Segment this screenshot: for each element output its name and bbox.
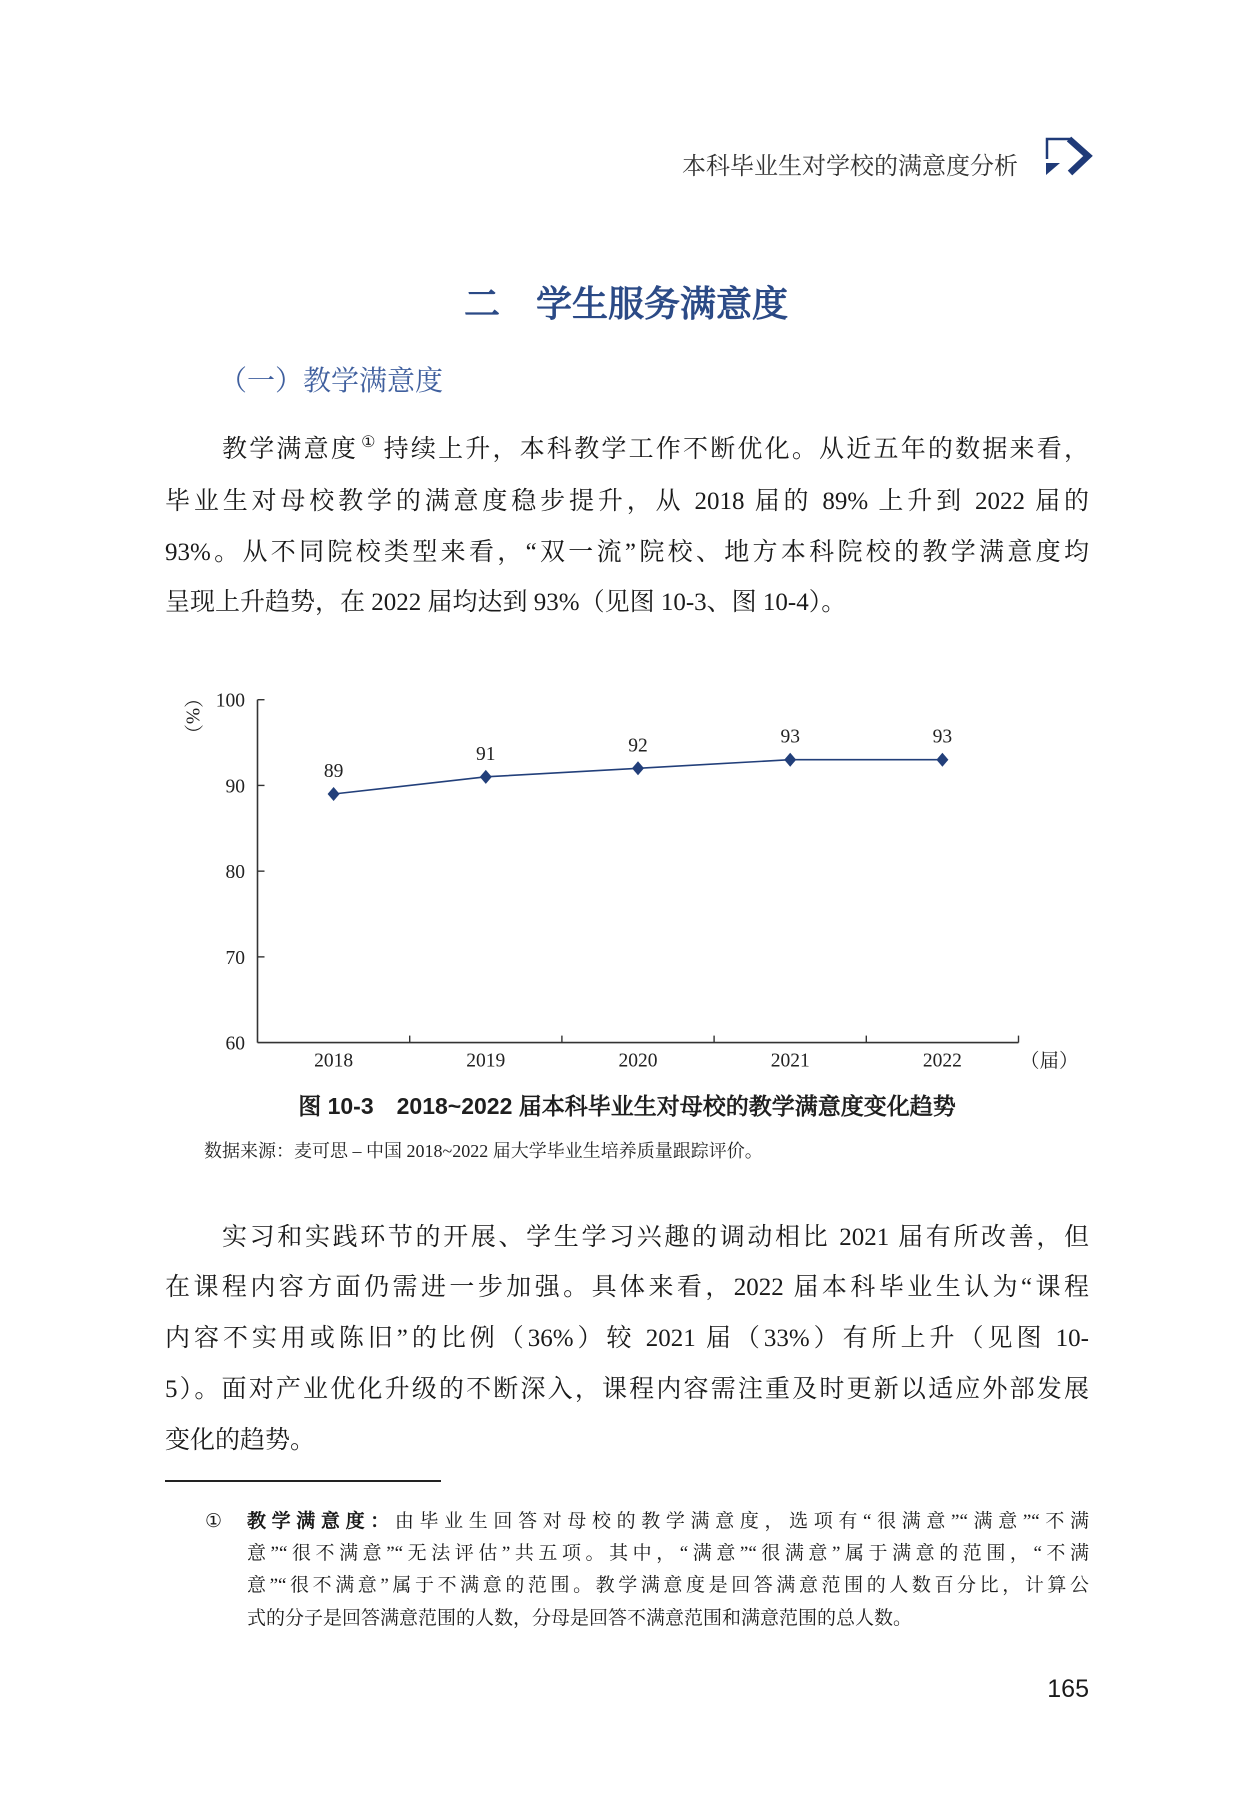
data-label: 92 — [628, 735, 648, 757]
paragraph-line: 93%。从不同院校类型来看，“双一流”院校、地方本科院校的教学满意度均 — [165, 539, 1089, 566]
x-axis-title: （届） — [1020, 1051, 1079, 1072]
footnote-reference: ① — [361, 434, 378, 451]
paragraph-line: 变化的趋势。 — [165, 1427, 316, 1454]
paragraph-line — [222, 430, 1089, 470]
paragraph-line: 实习和实践环节的开展、学生学习兴趣的调动相比 2021 届有所改善，但 — [222, 1224, 1089, 1251]
data-label: 93 — [932, 726, 953, 748]
paragraph-line: 在课程内容方面仍需进一步加强。具体来看，2022 届本科毕业生认为“课程 — [165, 1274, 1089, 1301]
footnote-term: 教学满意度： — [247, 1511, 395, 1532]
x-tick-label: 2021 — [770, 1050, 810, 1072]
footnote-text: 由毕业生回答对母校的教学满意度，选项有“很满意”“满意”“不满 — [394, 1511, 1089, 1532]
footnote-line: 意”“很不满意”“无法评估”共五项。其中，“满意”“很满意”属于满意的范围，“不满 — [247, 1543, 1089, 1564]
y-tick-label: 90 — [225, 776, 245, 798]
y-tick-label: 100 — [215, 690, 245, 712]
paragraph-line: 呈现上升趋势，在 2022 届均达到 93%（见图 10-3、图 10-4）。 — [165, 589, 847, 616]
x-tick-label: 2018 — [314, 1050, 354, 1072]
figure-source-note: 数据来源：麦可思 – 中国 2018~2022 届大学毕业生培养质量跟踪评价。 — [204, 1141, 763, 1161]
y-tick-label: 80 — [225, 862, 245, 884]
footnote-line: 式的分子是回答满意范围的人数，分母是回答不满意范围和满意范围的总人数。 — [247, 1608, 913, 1629]
figure-caption: 图 10-3 2018~2022 届本科毕业生对母校的教学满意度变化趋势 — [298, 1093, 956, 1119]
section-heading: 二 学生服务满意度 — [463, 283, 788, 325]
paragraph-line: 5）。面对产业优化升级的不断深入，课程内容需注重及时更新以适应外部发展 — [165, 1376, 1089, 1403]
footnote-line — [247, 1507, 1089, 1537]
subsection-heading: （一）教学满意度 — [219, 365, 444, 396]
footnote-line: 意”“很不满意”属于不满意的范围。教学满意度是回答满意范围的人数百分比，计算公 — [247, 1575, 1089, 1596]
data-label: 93 — [780, 726, 800, 748]
data-point-marker — [936, 753, 948, 767]
x-tick-label: 2022 — [922, 1050, 962, 1072]
paragraph-line: 毕业生对母校教学的满意度稳步提升，从 2018 届的 89% 上升到 2022 届的 — [165, 488, 1089, 515]
data-point-marker — [328, 787, 340, 801]
data-label: 89 — [323, 760, 344, 782]
x-tick-label: 2019 — [466, 1050, 506, 1072]
data-point-marker — [480, 770, 492, 784]
y-tick-label: 70 — [225, 947, 245, 969]
data-point-marker — [632, 761, 644, 775]
running-header-title: 本科毕业生对学校的满意度分析 — [682, 153, 1018, 180]
data-label: 91 — [476, 743, 496, 765]
footnote-marker: ① — [205, 1511, 223, 1532]
page-number: 165 — [1047, 1675, 1089, 1703]
paragraph-line: 内容不实用或陈旧”的比例（36%）较 2021 届（33%）有所上升（见图 10- — [165, 1325, 1089, 1352]
footnote-divider — [165, 1480, 441, 1482]
paragraph-text: 持续上升，本科教学工作不断优化。从近五年的数据来看， — [383, 436, 1089, 463]
y-axis-title: （%） — [181, 688, 203, 744]
line-chart — [150, 670, 1100, 1080]
paragraph-text: 教学满意度 — [222, 436, 359, 463]
chapter-arrow-icon — [1043, 134, 1093, 178]
y-tick-label: 60 — [225, 1033, 245, 1055]
x-tick-label: 2020 — [618, 1050, 658, 1072]
data-point-marker — [784, 753, 796, 767]
